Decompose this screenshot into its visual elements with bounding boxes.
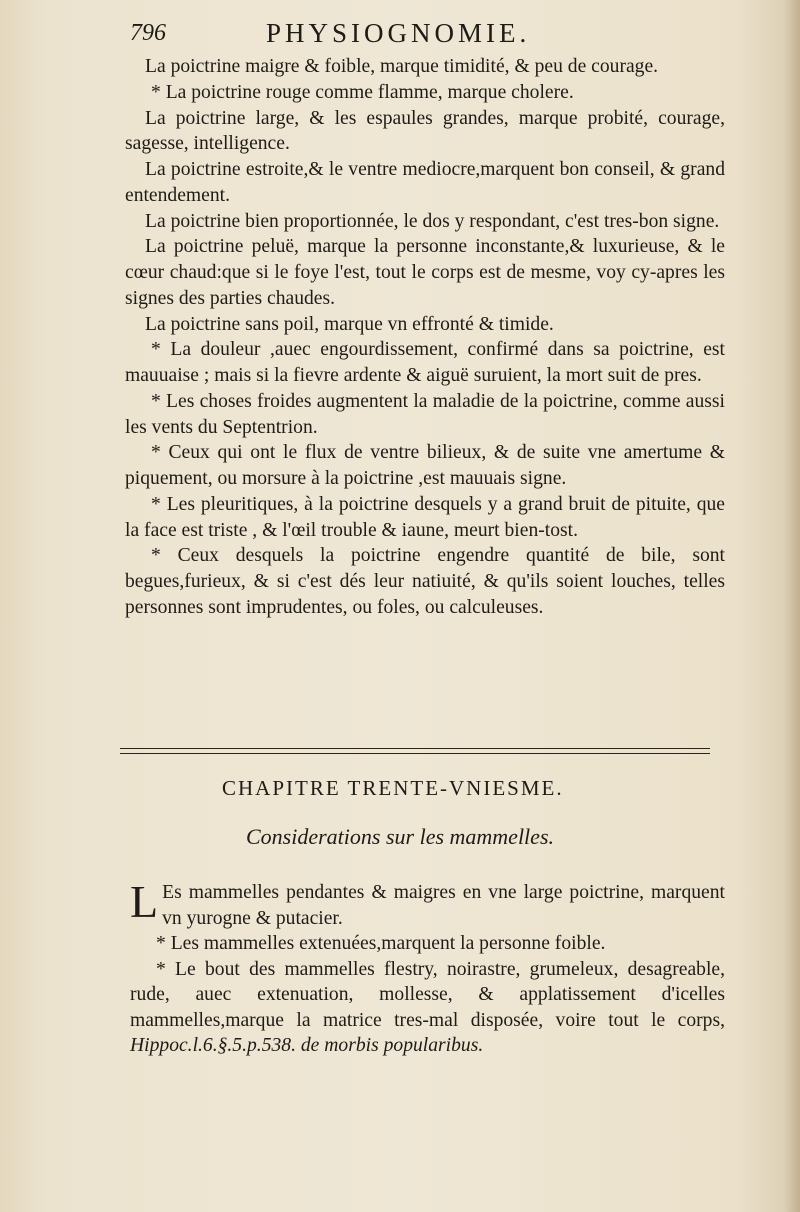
paragraph: * La douleur ,auec engourdissement, confirmé dans sa poictrine, est mauuaise ; mais si la fievre ardente & aiguë suruient, la mort suit de pres. [125, 339, 725, 386]
running-title: PHYSIOGNOMIE. [266, 18, 531, 48]
paragraph: * Ceux desquels la poictrine engendre quantité de bile, sont begues,furieux, & si c'est dés leur natiuité, & qu'ils soient louches, telles personnes sont imprudentes, ou foles, ou calculeuses. [125, 545, 725, 618]
paragraph: * La poictrine rouge comme flamme, marque cholere. [151, 81, 574, 103]
section-text [130, 876, 725, 1059]
reference-citation: Hippoc.l.6.§.5.p.538. de morbis popularibus. [130, 1035, 484, 1056]
body-text [125, 54, 725, 621]
paragraph: * Les mammelles extenuées,marquent la personne foible. [156, 933, 606, 954]
paragraph: * Ceux qui ont le flux de ventre bilieux, & de suite vne amertume & piquement, ou morsure à la poictrine ,est mauuais signe. [125, 442, 725, 489]
paragraph: La poictrine maigre & foible, marque timidité, & peu de courage. [145, 56, 659, 77]
chapter-subtitle: Considerations sur les mammelles. [246, 824, 554, 849]
page-edge-shadow [784, 0, 800, 1212]
paragraph: La poictrine bien proportionnée, le dos y respondant, c'est tres-bon signe. [145, 210, 720, 232]
paragraph [130, 957, 725, 1059]
paragraph-first [130, 876, 725, 931]
page-number: 796 [130, 20, 166, 46]
paragraph: La poictrine estroite,& le ventre mediocre,marquent bon conseil, & grand entendement. [125, 159, 725, 206]
paragraph: * Les pleuritiques, à la poictrine desquels y a grand bruit de pituite, que la face est triste , & l'œil trouble & iaune, meurt bien-tost. [125, 493, 725, 541]
paragraph: * Les choses froides augmentent la maladie de la poictrine, comme aussi les vents du Septentrion. [125, 390, 725, 438]
paragraph-text: Es mammelles pendantes & maigres en vne large poictrine, marquent vn yurogne & putacier. [162, 882, 725, 929]
drop-cap: L [130, 876, 159, 927]
paragraph-text: * Le bout des mammelles flestry, noirastre, grumeleux, desagreable, rude, auec extenuation, mollesse, & applatissement d'icelles mammelles,marque la matrice tres-mal disposée, voire tout le corps, [130, 958, 725, 1031]
running-head [130, 18, 730, 54]
paragraph: La poictrine large, & les espaules grandes, marque probité, courage, sagesse, intelligence. [125, 107, 725, 155]
paragraph: La poictrine peluë, marque la personne inconstante,& luxurieuse, & le cœur chaud:que si le foye l'est, tout le corps est de mesme, voy cy-apres les signes des parties chaudes. [125, 236, 725, 309]
paragraph: La poictrine sans poil, marque vn effronté & timide. [145, 313, 554, 335]
chapter-heading: CHAPITRE TRENTE-VNIESME. [222, 776, 564, 800]
section-divider [120, 748, 710, 754]
